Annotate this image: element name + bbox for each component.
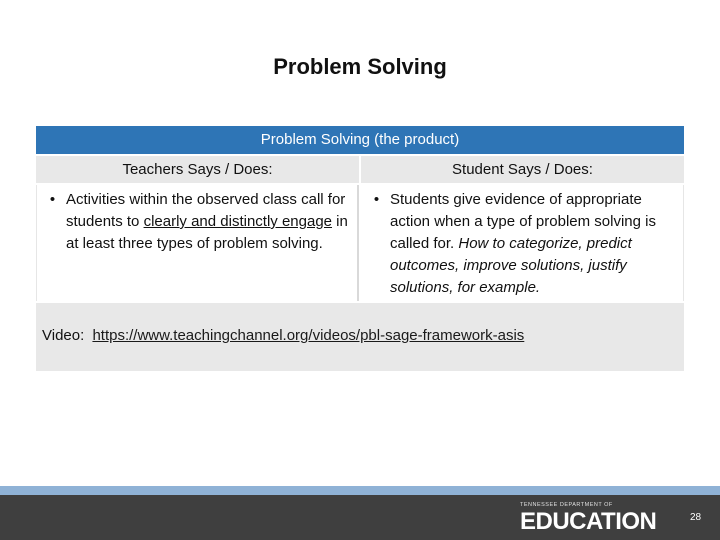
column-headers <box>36 156 684 183</box>
table-header: Problem Solving (the product) <box>36 126 684 156</box>
tn-education-logo <box>520 500 682 536</box>
bullet-marker: • <box>49 191 56 208</box>
teacher-bullet-item <box>39 189 349 255</box>
student-italic-text: How to categorize, predict outcomes, improve solutions, justify solutions, for example. <box>390 235 632 296</box>
page-number: 28 <box>690 512 702 523</box>
logo-wordmark: EDUCATION <box>520 508 657 535</box>
teacher-column-header: Teachers Says / Does: <box>36 156 361 183</box>
video-row <box>36 301 684 371</box>
bullet-marker: • <box>373 191 380 208</box>
teacher-bullet-text <box>66 189 349 255</box>
footer-accent-band <box>0 486 720 495</box>
teacher-cell <box>36 185 359 301</box>
video-link[interactable]: https://www.teachingchannel.org/videos/pbl-sage-framework-asis <box>92 327 525 344</box>
criteria-table <box>36 126 684 371</box>
student-bullet-item <box>363 189 679 299</box>
student-bullet-text <box>390 189 679 299</box>
slide-title: Problem Solving <box>273 54 447 79</box>
table-body-row <box>36 183 684 301</box>
student-column-header: Student Says / Does: <box>361 156 684 183</box>
teacher-text-part: Activities within the observed class call for students to <box>66 191 346 230</box>
video-label: Video: <box>42 327 85 344</box>
teacher-underlined-text: clearly and distinctly engage <box>143 213 333 230</box>
student-cell <box>359 185 684 301</box>
student-text-part: Students give evidence of appropriate action when a type of problem solving is called for. <box>390 191 656 252</box>
teacher-text-part: in at least three types of problem solving. <box>66 213 348 252</box>
logo-subtitle: TENNESSEE DEPARTMENT OF <box>520 502 613 508</box>
